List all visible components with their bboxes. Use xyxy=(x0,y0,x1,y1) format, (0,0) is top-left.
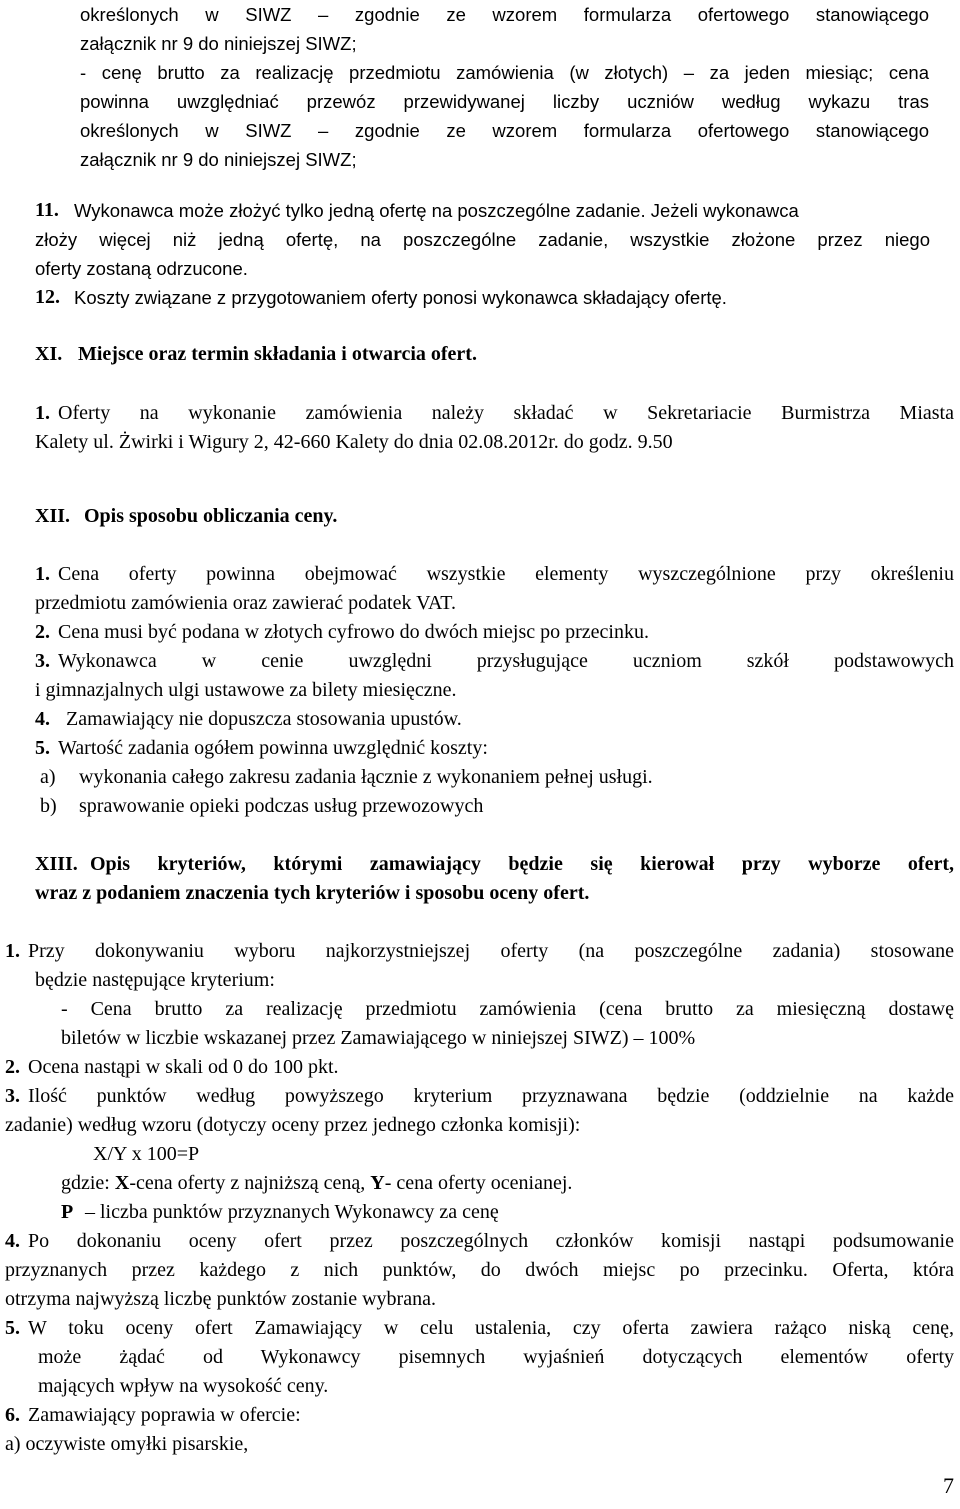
item-number: 1. xyxy=(35,402,50,424)
text-line: będzie następujące kryterium: xyxy=(35,969,275,991)
section-heading: Opis sposobu obliczania ceny. xyxy=(84,505,338,527)
text-line: Koszty związane z przygotowaniem oferty ponosi wykonawca składający ofertę. xyxy=(74,287,727,308)
text-line: Przy dokonywaniu wyboru najkorzystniejszej oferty (na poszczególne zadania) stosowane xyxy=(28,940,954,962)
text-line: sprawowanie opieki podczas usług przewozowych xyxy=(79,795,484,817)
item-number: 2. xyxy=(5,1056,20,1078)
text-line: oferty zostaną odrzucone. xyxy=(35,258,248,279)
text-line: Kalety ul. Żwirki i Wigury 2, 42-660 Kalety do dnia 02.08.2012r. do godz. 9.50 xyxy=(35,431,673,453)
text-line: Ilość punktów według powyższego kryterium przyznawana będzie (oddzielnie na każde xyxy=(28,1085,954,1107)
text-line: Zamawiający poprawia w ofercie: xyxy=(28,1404,301,1426)
text-line: – liczba punktów przyznanych Wykonawcy za cenę xyxy=(85,1201,499,1223)
section-number: XII. xyxy=(35,505,71,527)
text-line: Po dokonaniu oceny ofert przez poszczególnych członków komisji nastąpi podsumowanie xyxy=(28,1230,954,1252)
section-number: XI. xyxy=(35,343,63,365)
text-line: Cena musi być podana w złotych cyfrowo do dwóch miejsc po przecinku. xyxy=(58,621,649,643)
text-line: biletów w liczbie wskazanej przez Zamawiającego w niniejszej SIWZ) – 100% xyxy=(61,1027,696,1049)
formula-symbol: P xyxy=(61,1201,74,1223)
text-line: mających wpływ na wysokość ceny. xyxy=(38,1375,329,1397)
text-line: Cena oferty powinna obejmować wszystkie elementy wyszczególnione przy określeniu xyxy=(58,563,954,585)
item-number: 11. xyxy=(35,199,59,221)
text-line: - Cena brutto za realizację przedmiotu zamówienia (cena brutto za miesięczną dostawę xyxy=(61,998,954,1020)
text-line: Ocena nastąpi w skali od 0 do 100 pkt. xyxy=(28,1056,339,1078)
page-number: 7 xyxy=(943,1473,954,1498)
text-line: złoży więcej niż jedną ofertę, na poszczególne zadanie, wszystkie złożone przez niego xyxy=(35,229,930,250)
list-marker: b) xyxy=(40,795,57,817)
text-line: i gimnazjalnych ulgi ustawowe za bilety miesięczne. xyxy=(35,679,457,701)
text-line: W toku oceny ofert Zamawiający w celu ustalenia, czy oferta zawiera rażąco niską cenę, xyxy=(28,1317,954,1339)
item-number: 1. xyxy=(35,563,50,585)
text-line: powinna uwzględniać przewóz przewidywanej liczby uczniów według wykazu tras xyxy=(80,91,929,112)
text-line: - cenę brutto za realizację przedmiotu zamówienia (w złotych) – za jeden miesiąc; cena xyxy=(80,62,929,83)
text-line: wykonania całego zakresu zadania łącznie z wykonaniem pełnej usługi. xyxy=(79,766,653,788)
item-number: 6. xyxy=(5,1404,20,1426)
item-number: 5. xyxy=(5,1317,20,1339)
text-line: przyznanych przez każdego z nich punktów, do dwóch miejsc po przecinku. Oferta, która xyxy=(5,1259,954,1281)
formula: X/Y x 100=P xyxy=(93,1143,200,1165)
text-line: załącznik nr 9 do niniejszej SIWZ; xyxy=(80,149,357,170)
text-line: Wykonawca może złożyć tylko jedną ofertę na poszczególne zadanie. Jeżeli wykonawca xyxy=(74,200,799,221)
item-number: 4. xyxy=(5,1230,20,1252)
item-number: 5. xyxy=(35,737,50,759)
text-line: określonych w SIWZ – zgodnie ze wzorem formularza ofertowego stanowiącego xyxy=(80,4,929,25)
section-heading: wraz z podaniem znaczenia tych kryteriów i sposobu oceny ofert. xyxy=(35,882,590,904)
item-number: 12. xyxy=(35,286,60,308)
text-line: określonych w SIWZ – zgodnie ze wzorem formularza ofertowego stanowiącego xyxy=(80,120,929,141)
text-line: Zamawiający nie dopuszcza stosowania upustów. xyxy=(66,708,462,730)
text-line: otrzyma najwyższą liczbę punktów zostanie wybrana. xyxy=(5,1288,436,1310)
item-number: 1. xyxy=(5,940,20,962)
item-number: 3. xyxy=(5,1085,20,1107)
list-marker: a) xyxy=(40,766,56,788)
text-line: a) oczywiste omyłki pisarskie, xyxy=(5,1433,249,1455)
text-line: Wartość zadania ogółem powinna uwzględnić koszty: xyxy=(58,737,488,759)
text-line: może żądać od Wykonawcy pisemnych wyjaśnień dotyczących elementów oferty xyxy=(38,1346,954,1368)
text-line: Oferty na wykonanie zamówienia należy składać w Sekretariacie Burmistrza Miasta xyxy=(58,402,954,424)
section-heading: Opis kryteriów, którymi zamawiający będzie się kierował przy wyborze ofert, xyxy=(90,853,954,875)
formula-legend: gdzie: X-cena oferty z najniższą ceną, Y- cena oferty ocenianej. xyxy=(61,1172,573,1194)
text-line: Wykonawca w cenie uwzględni przysługujące uczniom szkół podstawowych xyxy=(58,650,954,672)
item-number: 2. xyxy=(35,621,50,643)
item-number: 4. xyxy=(35,708,50,730)
text-line: załącznik nr 9 do niniejszej SIWZ; xyxy=(80,33,357,54)
text-line: przedmiotu zamówienia oraz zawierać podatek VAT. xyxy=(35,592,456,614)
section-heading: Miejsce oraz termin składania i otwarcia ofert. xyxy=(78,343,477,365)
item-number: 3. xyxy=(35,650,50,672)
section-number: XIII. xyxy=(35,853,78,875)
text-line: zadanie) według wzoru (dotyczy oceny przez jednego członka komisji): xyxy=(5,1114,581,1136)
